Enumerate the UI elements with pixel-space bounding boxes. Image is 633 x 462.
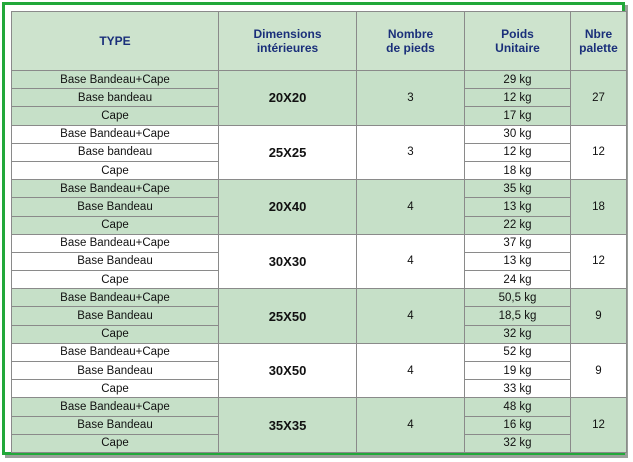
header-dimensions: Dimensions intérieures (219, 12, 357, 71)
table-row (12, 398, 627, 416)
table-row (12, 343, 627, 361)
type-cell: Base Bandeau+Cape (12, 125, 219, 143)
poids-cell: 24 kg (465, 271, 571, 289)
header-type: TYPE (12, 12, 219, 71)
poids-cell: 32 kg (465, 325, 571, 343)
poids-cell: 48 kg (465, 398, 571, 416)
header-pieds: Nombre de pieds (357, 12, 465, 71)
header-poids: Poids Unitaire (465, 12, 571, 71)
type-cell: Base Bandeau (12, 198, 219, 216)
pieds-cell: 4 (357, 289, 465, 344)
poids-cell: 30 kg (465, 125, 571, 143)
type-cell: Base Bandeau+Cape (12, 71, 219, 89)
pieds-cell: 3 (357, 125, 465, 180)
type-cell: Cape (12, 380, 219, 398)
pieds-cell: 4 (357, 343, 465, 398)
poids-cell: 37 kg (465, 234, 571, 252)
poids-cell: 18,5 kg (465, 307, 571, 325)
header-palette: Nbre palette (571, 12, 627, 71)
pieds-cell: 3 (357, 71, 465, 126)
type-cell: Base Bandeau+Cape (12, 343, 219, 361)
type-cell: Cape (12, 434, 219, 452)
palette-cell: 9 (571, 289, 627, 344)
poids-cell: 32 kg (465, 434, 571, 452)
poids-cell: 35 kg (465, 180, 571, 198)
table-row (12, 125, 627, 143)
type-cell: Cape (12, 325, 219, 343)
poids-cell: 17 kg (465, 107, 571, 125)
poids-cell: 22 kg (465, 216, 571, 234)
type-cell: Base bandeau (12, 89, 219, 107)
type-cell: Cape (12, 161, 219, 179)
type-cell: Cape (12, 216, 219, 234)
dimension-cell: 30X30 (219, 234, 357, 289)
table-frame (2, 2, 625, 455)
dimension-cell: 35X35 (219, 398, 357, 453)
dimension-cell: 30X50 (219, 343, 357, 398)
poids-cell: 50,5 kg (465, 289, 571, 307)
poids-cell: 16 kg (465, 416, 571, 434)
table-row (12, 71, 627, 89)
type-cell: Base bandeau (12, 143, 219, 161)
type-cell: Base Bandeau+Cape (12, 234, 219, 252)
palette-cell: 12 (571, 234, 627, 289)
type-cell: Base Bandeau+Cape (12, 180, 219, 198)
pieds-cell: 4 (357, 180, 465, 235)
table-row (12, 289, 627, 307)
type-cell: Base Bandeau+Cape (12, 398, 219, 416)
poids-cell: 18 kg (465, 161, 571, 179)
palette-cell: 12 (571, 398, 627, 453)
type-cell: Cape (12, 107, 219, 125)
poids-cell: 12 kg (465, 89, 571, 107)
type-cell: Base Bandeau (12, 362, 219, 380)
type-cell: Base Bandeau (12, 416, 219, 434)
dimension-cell: 20X20 (219, 71, 357, 126)
dimension-cell: 20X40 (219, 180, 357, 235)
poids-cell: 13 kg (465, 252, 571, 270)
palette-cell: 27 (571, 71, 627, 126)
dimension-cell: 25X25 (219, 125, 357, 180)
palette-cell: 9 (571, 343, 627, 398)
type-cell: Base Bandeau (12, 307, 219, 325)
palette-cell: 12 (571, 125, 627, 180)
product-table (11, 11, 627, 453)
table-body (12, 71, 627, 453)
table-row (12, 234, 627, 252)
poids-cell: 13 kg (465, 198, 571, 216)
poids-cell: 12 kg (465, 143, 571, 161)
type-cell: Base Bandeau+Cape (12, 289, 219, 307)
pieds-cell: 4 (357, 234, 465, 289)
poids-cell: 19 kg (465, 362, 571, 380)
palette-cell: 18 (571, 180, 627, 235)
dimension-cell: 25X50 (219, 289, 357, 344)
type-cell: Base Bandeau (12, 252, 219, 270)
poids-cell: 29 kg (465, 71, 571, 89)
type-cell: Cape (12, 271, 219, 289)
poids-cell: 52 kg (465, 343, 571, 361)
pieds-cell: 4 (357, 398, 465, 453)
header-row (12, 12, 627, 71)
table-row (12, 180, 627, 198)
poids-cell: 33 kg (465, 380, 571, 398)
